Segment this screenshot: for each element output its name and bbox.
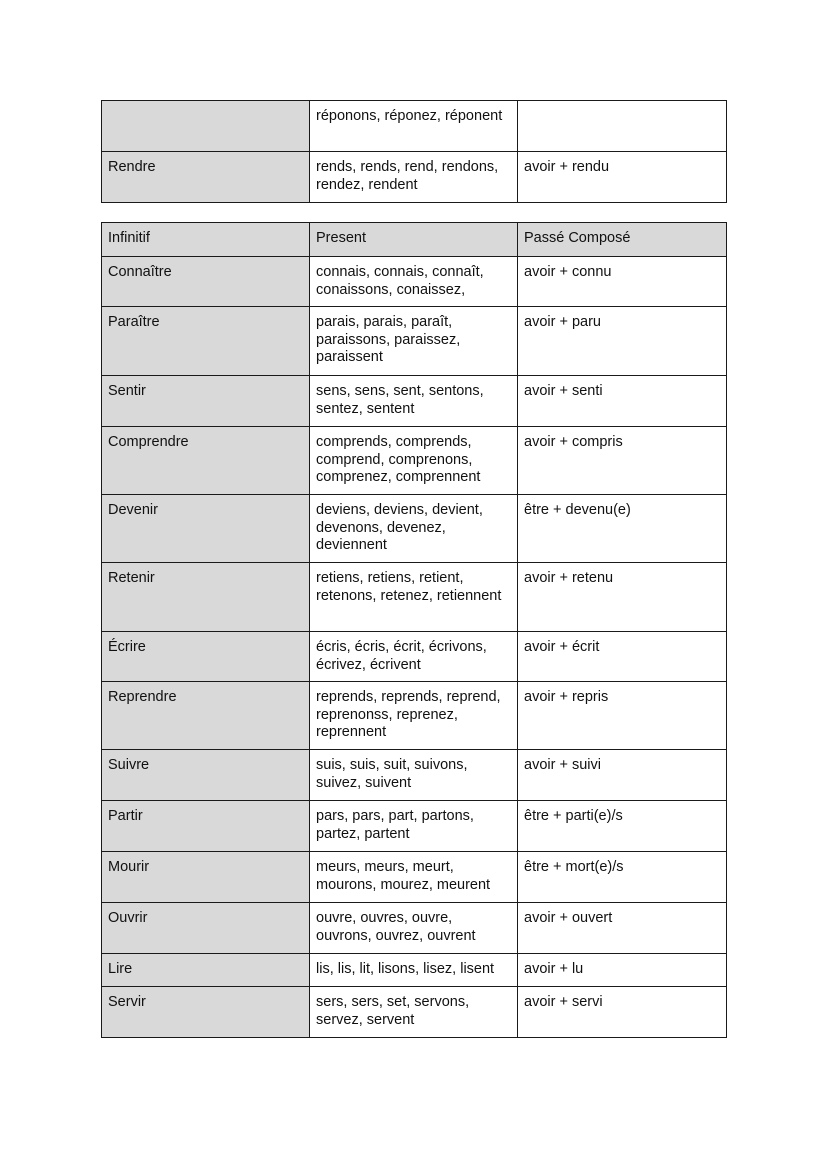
infinitif-cell (102, 101, 310, 152)
present-cell: pars, pars, part, partons, partez, partent (310, 801, 518, 852)
present-cell: rends, rends, rend, rendons, rendez, rendent (310, 152, 518, 203)
table-row (102, 152, 727, 203)
header-infinitif: Infinitif (102, 223, 310, 257)
table-row (102, 903, 727, 954)
present-cell: parais, parais, paraît, paraissons, paraissez, paraissent (310, 307, 518, 376)
table-row (102, 987, 727, 1038)
present-cell: comprends, comprends, comprend, comprenons, comprenez, comprennent (310, 427, 518, 495)
present-cell: retiens, retiens, retient, retenons, retenez, retiennent (310, 563, 518, 632)
table-row (102, 376, 727, 427)
infinitif-cell: Servir (102, 987, 310, 1038)
present-cell: suis, suis, suit, suivons, suivez, suivent (310, 750, 518, 801)
present-cell: écris, écris, écrit, écrivons, écrivez, écrivent (310, 632, 518, 682)
passe-compose-cell: avoir + compris (518, 427, 727, 495)
table-row (102, 682, 727, 750)
table-row (102, 852, 727, 903)
present-cell: meurs, meurs, meurt, mourons, mourez, meurent (310, 852, 518, 903)
header-present: Present (310, 223, 518, 257)
infinitif-cell: Écrire (102, 632, 310, 682)
infinitif-cell: Rendre (102, 152, 310, 203)
infinitif-cell: Mourir (102, 852, 310, 903)
passe-compose-cell: avoir + suivi (518, 750, 727, 801)
infinitif-cell: Partir (102, 801, 310, 852)
table-row (102, 307, 727, 376)
passe-compose-cell: avoir + ouvert (518, 903, 727, 954)
table-row (102, 427, 727, 495)
passe-compose-cell: avoir + retenu (518, 563, 727, 632)
present-cell: connais, connais, connaît, conaissons, conaissez, (310, 257, 518, 307)
passe-compose-cell: avoir + repris (518, 682, 727, 750)
table-row (102, 801, 727, 852)
table-row (102, 257, 727, 307)
infinitif-cell: Ouvrir (102, 903, 310, 954)
present-cell: ouvre, ouvres, ouvre, ouvrons, ouvrez, ouvrent (310, 903, 518, 954)
passe-compose-cell: avoir + servi (518, 987, 727, 1038)
passe-compose-cell: avoir + senti (518, 376, 727, 427)
passe-compose-cell: être + mort(e)/s (518, 852, 727, 903)
infinitif-cell: Lire (102, 954, 310, 987)
passe-compose-cell: avoir + écrit (518, 632, 727, 682)
header-passe-compose: Passé Composé (518, 223, 727, 257)
passe-compose-cell: avoir + lu (518, 954, 727, 987)
table-row (102, 632, 727, 682)
passe-compose-cell: avoir + rendu (518, 152, 727, 203)
infinitif-cell: Devenir (102, 495, 310, 563)
passe-compose-cell: être + devenu(e) (518, 495, 727, 563)
passe-compose-cell: avoir + connu (518, 257, 727, 307)
infinitif-cell: Comprendre (102, 427, 310, 495)
verb-conjugation-table (101, 222, 727, 1038)
table-header-row (102, 223, 727, 257)
present-cell: sers, sers, set, servons, servez, servent (310, 987, 518, 1038)
present-cell: réponons, réponez, réponent (310, 101, 518, 152)
infinitif-cell: Paraître (102, 307, 310, 376)
table-row (102, 563, 727, 632)
table-row (102, 954, 727, 987)
table-row (102, 101, 727, 152)
present-cell: sens, sens, sent, sentons, sentez, sentent (310, 376, 518, 427)
passe-compose-cell: avoir + paru (518, 307, 727, 376)
present-cell: reprends, reprends, reprend, reprenonss, reprenez, reprennent (310, 682, 518, 750)
infinitif-cell: Sentir (102, 376, 310, 427)
present-cell: deviens, deviens, devient, devenons, devenez, deviennent (310, 495, 518, 563)
continuation-table (101, 100, 727, 203)
infinitif-cell: Connaître (102, 257, 310, 307)
infinitif-cell: Retenir (102, 563, 310, 632)
passe-compose-cell: être + parti(e)/s (518, 801, 727, 852)
table-row (102, 750, 727, 801)
passe-compose-cell (518, 101, 727, 152)
infinitif-cell: Reprendre (102, 682, 310, 750)
infinitif-cell: Suivre (102, 750, 310, 801)
table-row (102, 495, 727, 563)
present-cell: lis, lis, lit, lisons, lisez, lisent (310, 954, 518, 987)
